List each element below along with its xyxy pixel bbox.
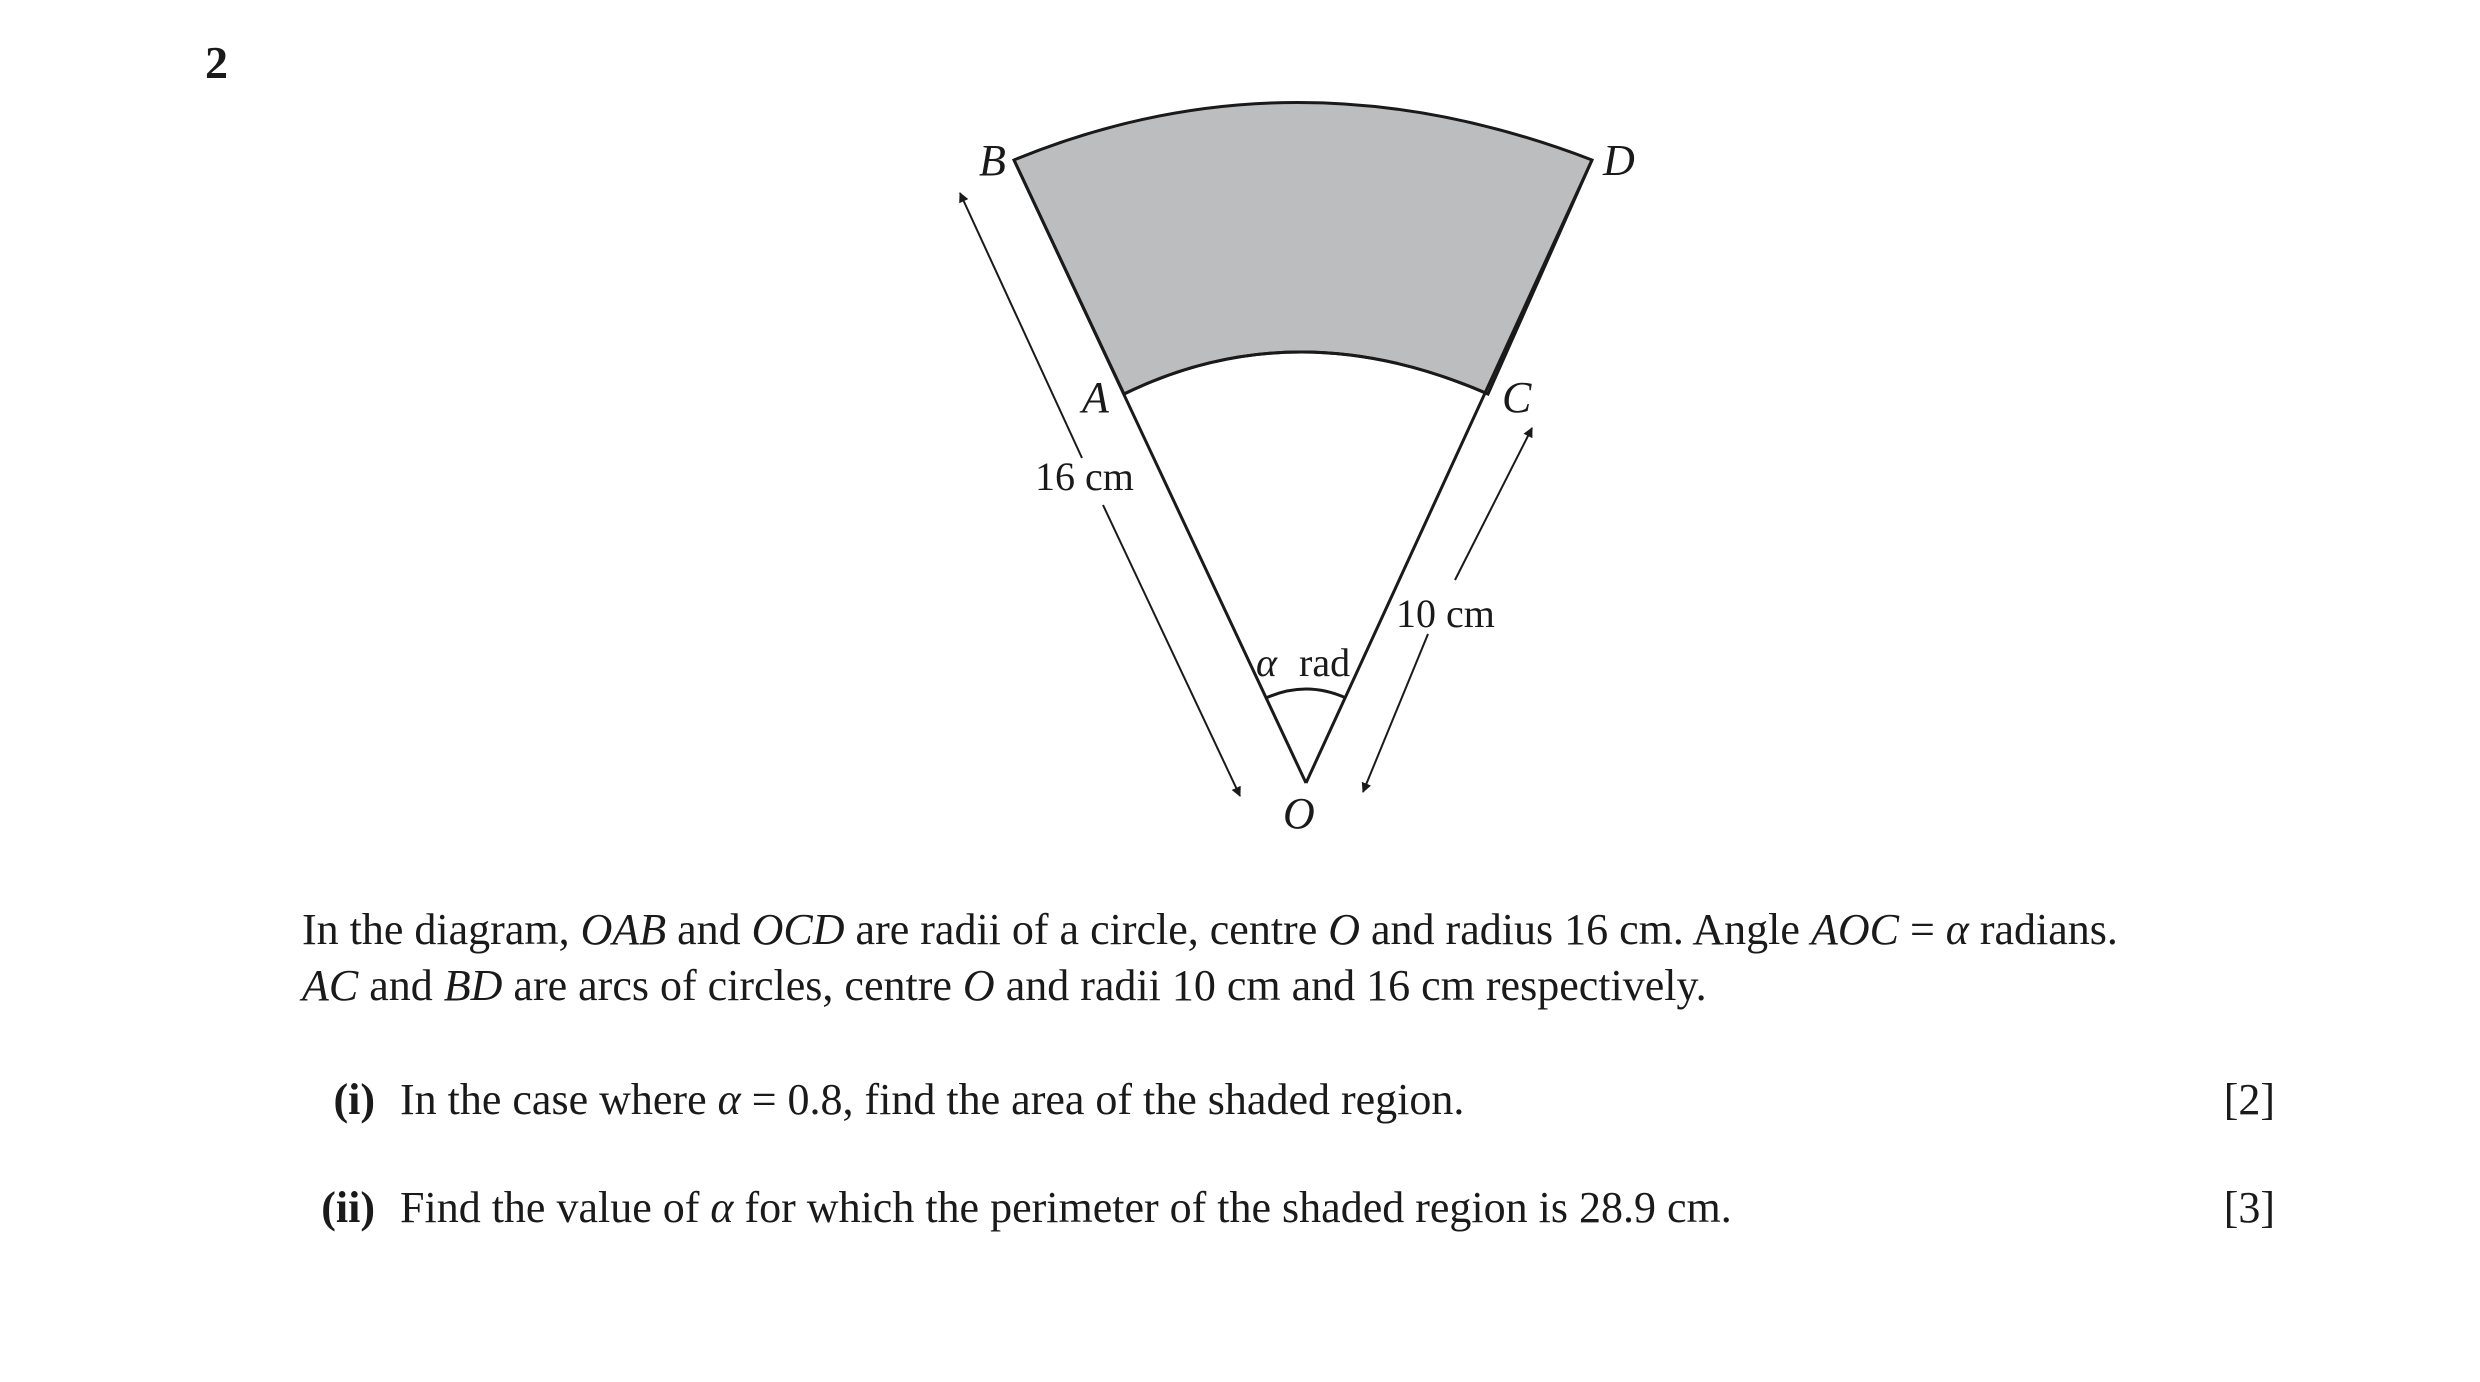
intro-text: and radii 10 cm and 16 cm respectively. bbox=[994, 961, 1707, 1010]
intro-ocd: OCD bbox=[751, 905, 845, 954]
intro-text: = bbox=[1898, 905, 1946, 954]
intro-text: and bbox=[666, 905, 752, 954]
part-alpha: α bbox=[710, 1183, 734, 1232]
intro-oab: OAB bbox=[580, 905, 667, 954]
intro-aoc: AOC bbox=[1810, 905, 1899, 954]
intro-bd: BD bbox=[443, 961, 503, 1010]
question-number: 2 bbox=[205, 37, 228, 88]
intro-text: In the diagram, bbox=[302, 905, 581, 954]
intro-o: O bbox=[1328, 905, 1361, 954]
question-part-i bbox=[0, 1074, 2480, 1134]
angle-symbol: α bbox=[1256, 640, 1277, 685]
part-text-segment: = 0.8, find the area of the shaded region. bbox=[740, 1075, 1465, 1124]
intro-line-2 bbox=[302, 958, 2302, 1014]
part-marks: [3] bbox=[2223, 1183, 2275, 1232]
intro-ac: AC bbox=[302, 961, 359, 1010]
part-text-segment: Find the value of bbox=[400, 1183, 711, 1232]
length-label-16cm: 16 cm bbox=[1035, 454, 1134, 499]
angle-label bbox=[1256, 640, 1350, 685]
point-label-o: O bbox=[1283, 789, 1315, 838]
intro-text: are radii of a circle, centre bbox=[844, 905, 1329, 954]
part-label: (i) bbox=[333, 1075, 375, 1124]
intro-text: radians. bbox=[1968, 905, 2118, 954]
part-text-segment: for which the perimeter of the shaded region is 28.9 cm. bbox=[733, 1183, 1732, 1232]
point-label-b: B bbox=[979, 136, 1006, 185]
part-text-segment: In the case where bbox=[400, 1075, 718, 1124]
point-label-a: A bbox=[1082, 373, 1109, 422]
point-label-d: D bbox=[1603, 136, 1635, 185]
part-text bbox=[400, 1182, 1732, 1233]
angle-arc bbox=[1266, 689, 1346, 698]
angle-unit: rad bbox=[1299, 640, 1351, 685]
intro-text: and radius 16 cm. Angle bbox=[1360, 905, 1811, 954]
question-part-ii bbox=[0, 1182, 2480, 1242]
dimension-arrow-10-lower bbox=[1363, 634, 1428, 792]
intro-text: and bbox=[358, 961, 444, 1010]
intro-alpha: α bbox=[1945, 905, 1969, 954]
dimension-arrow-10-upper bbox=[1455, 428, 1532, 580]
part-label: (ii) bbox=[321, 1183, 375, 1232]
question-intro bbox=[302, 902, 2302, 1014]
length-label-10cm: 10 cm bbox=[1396, 591, 1495, 636]
intro-line-1 bbox=[302, 902, 2302, 958]
intro-text: are arcs of circles, centre bbox=[502, 961, 963, 1010]
point-label-c: C bbox=[1502, 373, 1532, 422]
part-alpha: α bbox=[717, 1075, 741, 1124]
part-text bbox=[400, 1074, 1464, 1125]
part-marks: [2] bbox=[2223, 1075, 2275, 1124]
intro-o: O bbox=[962, 961, 995, 1010]
dimension-arrow-16-lower bbox=[1103, 505, 1240, 796]
